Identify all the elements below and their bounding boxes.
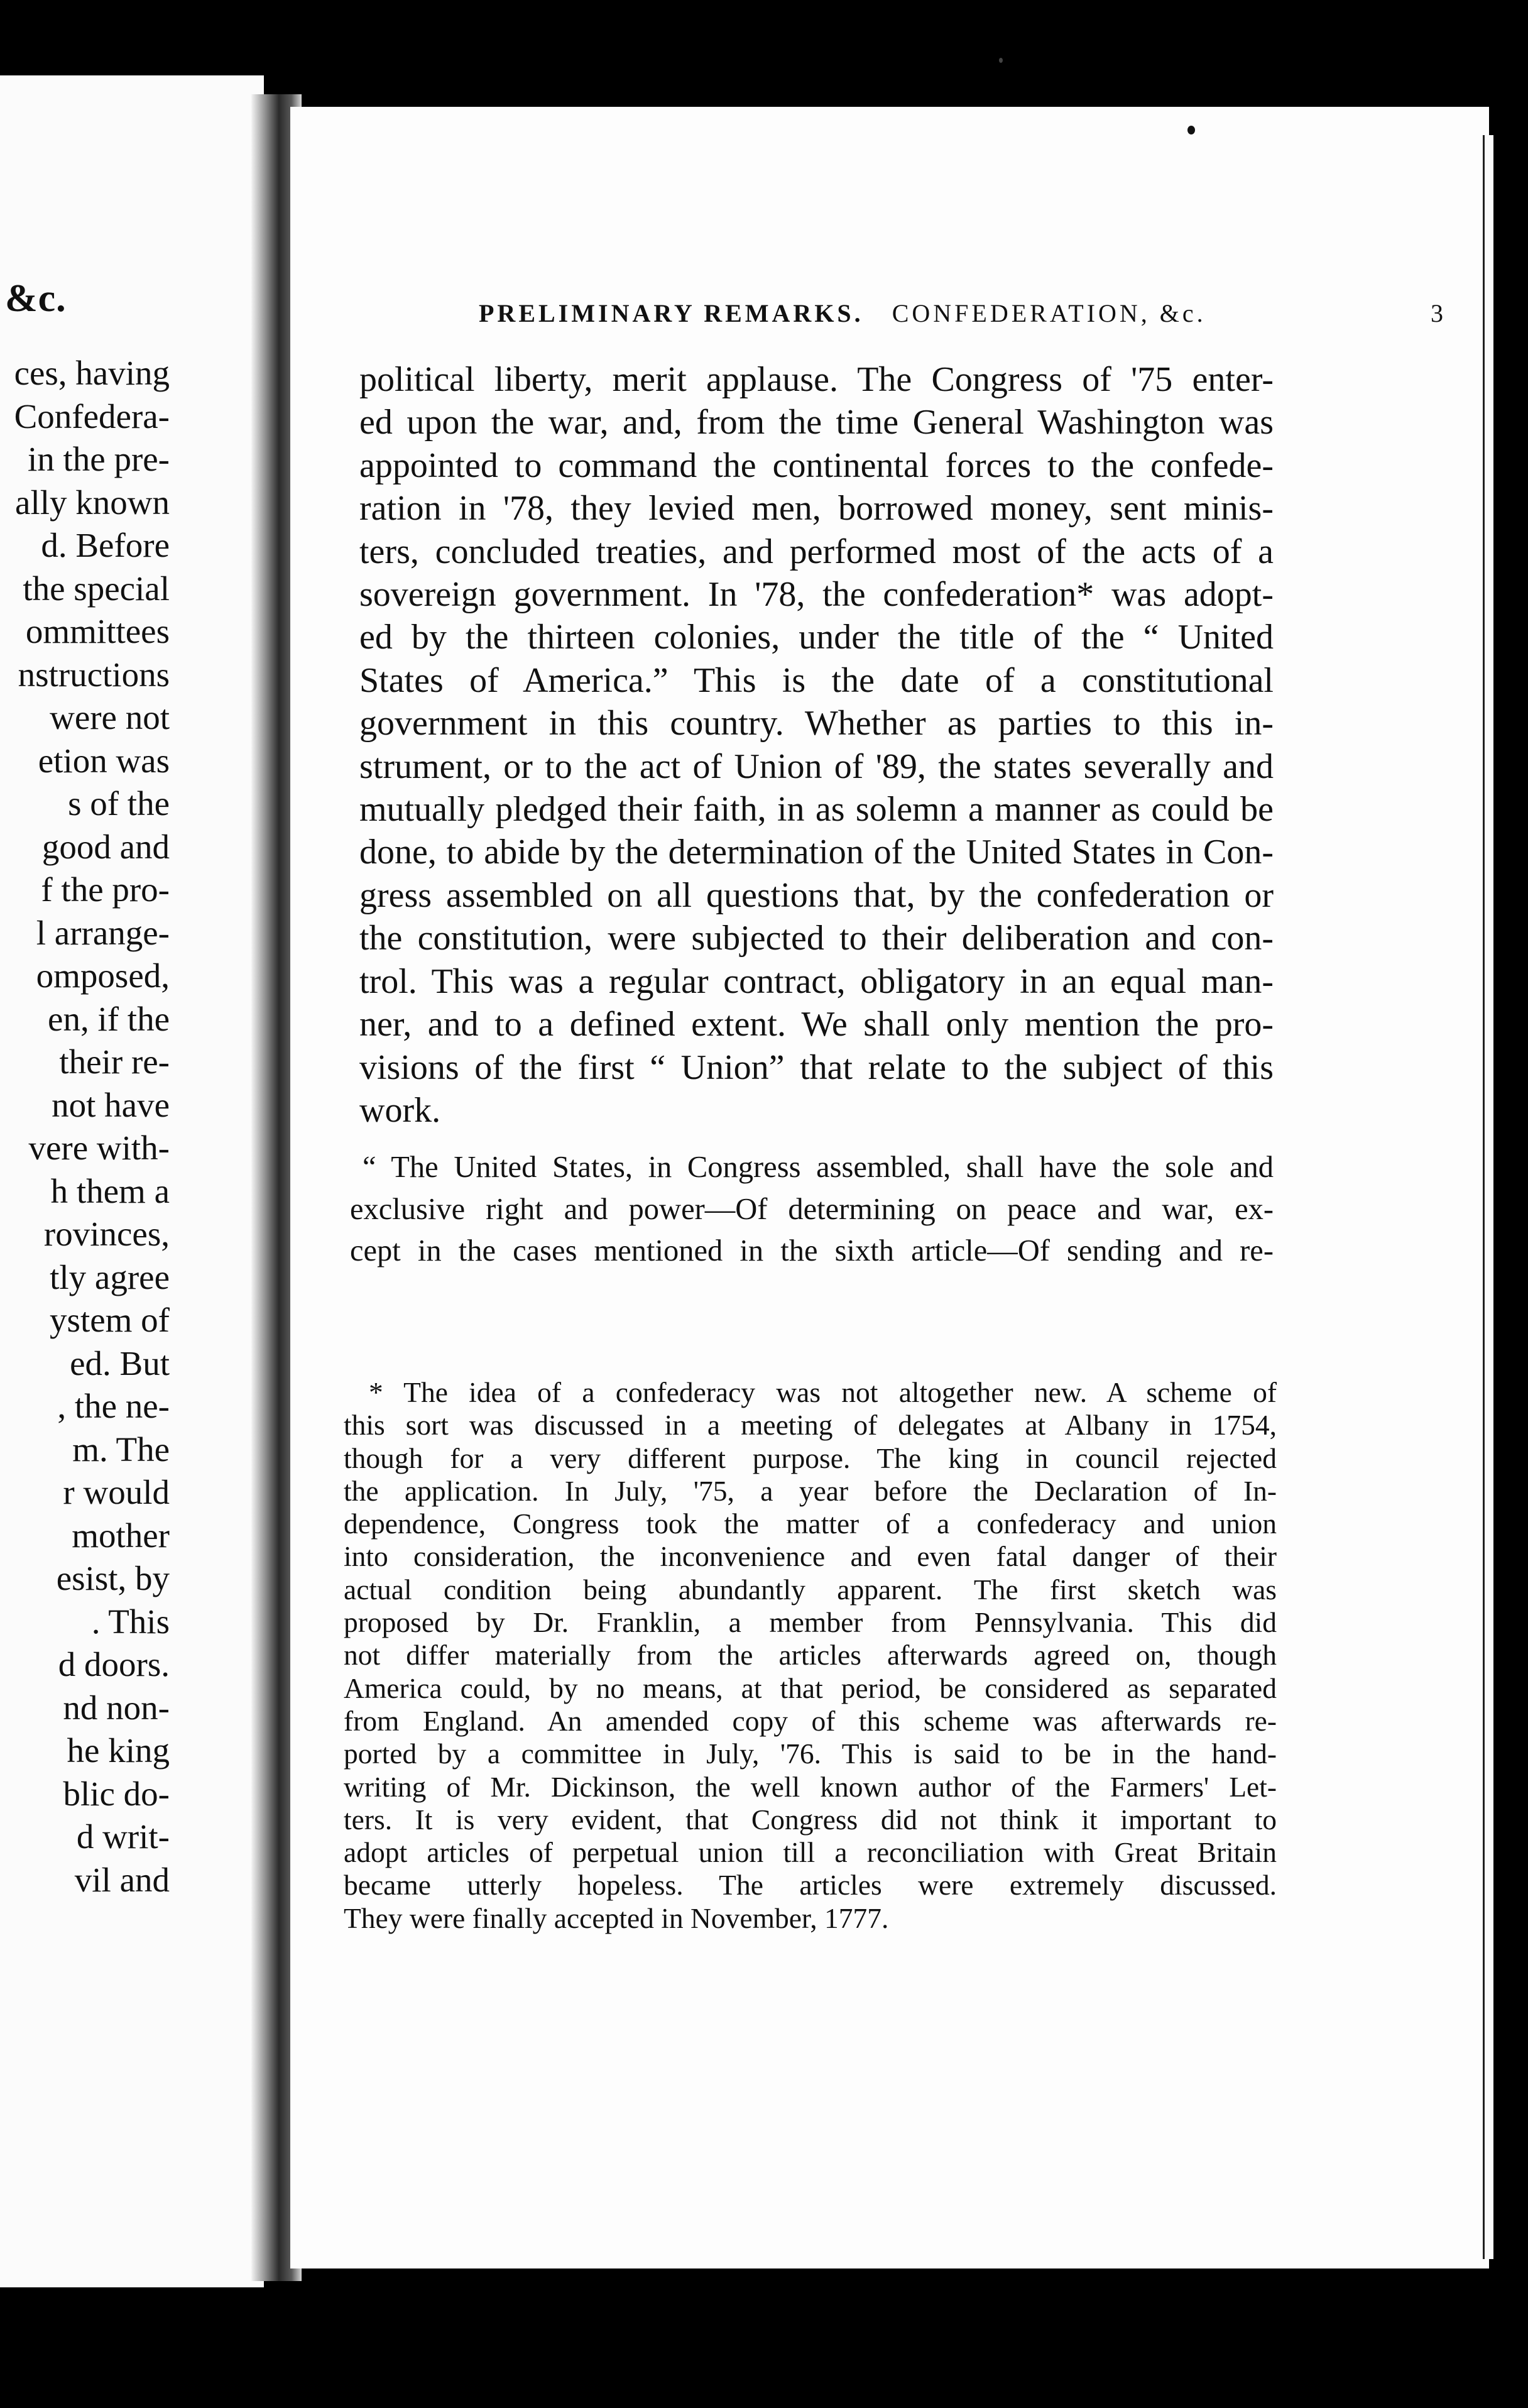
left-text-line: good and [41, 827, 170, 866]
left-text-line: l arrange- [36, 913, 170, 952]
page-number: 3 [1431, 299, 1446, 327]
left-text-line: nd non- [63, 1688, 170, 1727]
footnote-line: from England. An amended copy of this scheme was afterwards re- [344, 1704, 1277, 1737]
left-text-line: in the pre- [27, 440, 170, 478]
right-page [290, 107, 1489, 2268]
running-head-section: CONFEDERATION, &c. [892, 299, 1206, 327]
left-text-line: tly agree [50, 1257, 170, 1296]
left-text-line: , the ne- [57, 1387, 170, 1425]
quote-line: cept in the cases mentioned in the sixth article—Of sending and re- [350, 1234, 1274, 1267]
footnote-line: this sort was discussed in a meeting of delegates at Albany in 1754, [344, 1409, 1277, 1442]
left-page [0, 75, 264, 2287]
left-text-line: not have [52, 1085, 170, 1124]
left-text-line: ystem of [50, 1301, 170, 1339]
left-text-line: vil and [74, 1860, 170, 1899]
left-text-line: nstructions [18, 655, 170, 694]
body-line: ters, concluded treaties, and performed most of the acts of a [359, 532, 1274, 571]
left-text-line: d writ- [76, 1817, 170, 1856]
running-head [479, 298, 1446, 328]
footnote-line: though for a very different purpose. The king in council rejected [344, 1442, 1277, 1474]
body-line: ration in '78, they levied men, borrowed money, sent minis- [359, 489, 1274, 528]
ink-speck [1187, 126, 1195, 134]
left-text-line: f the pro- [41, 870, 170, 909]
ink-speck [999, 58, 1003, 63]
left-text-line: ces, having [14, 354, 170, 392]
quote-line: exclusive right and power—Of determining on peace and war, ex- [350, 1192, 1274, 1226]
left-text-line: h them a [50, 1171, 170, 1210]
left-text-line: he king [67, 1731, 170, 1770]
left-running-head: &c. [5, 277, 67, 320]
running-head-title: PRELIMINARY REMARKS. [479, 299, 864, 327]
body-line: the constitution, were subjected to their deliberation and con- [359, 919, 1274, 958]
left-text-line: d. Before [41, 526, 170, 564]
left-text-line: omposed, [36, 956, 170, 995]
footnote-line: adopt articles of perpetual union till a reconciliation with Great Britain [344, 1836, 1277, 1869]
page-edge [1483, 135, 1493, 2259]
left-text-line: ommittees [25, 612, 170, 650]
body-line: ed upon the war, and, from the time General Washington was [359, 403, 1274, 442]
footnote-line: dependence, Congress took the matter of a confederacy and union [344, 1508, 1277, 1540]
footnote-line: ters. It is very evident, that Congress did not think it important to [344, 1803, 1277, 1836]
quotation-text [350, 1147, 1274, 1272]
left-text-line: mother [72, 1516, 170, 1555]
footnote-line: became utterly hopeless. The articles were extremely discussed. [344, 1869, 1277, 1902]
body-line: gress assembled on all questions that, by the confederation or [359, 875, 1274, 915]
left-text-line: . This [91, 1602, 170, 1641]
body-line: appointed to command the continental forces to the confede- [359, 446, 1274, 485]
footnote-line: proposed by Dr. Franklin, a member from Pennsylvania. This did [344, 1606, 1277, 1639]
body-line: trol. This was a regular contract, obligatory in an equal man- [359, 961, 1274, 1001]
left-page-text [0, 352, 170, 1902]
body-text [359, 358, 1274, 1132]
left-text-line: vere with- [28, 1129, 170, 1167]
left-text-line: d doors. [58, 1645, 170, 1683]
left-text-line: r would [63, 1473, 170, 1511]
body-line: States of America.” This is the date of a constitutional [359, 660, 1274, 700]
left-text-line: en, if the [48, 999, 170, 1038]
left-text-line: ed. But [70, 1344, 170, 1382]
left-text-line: ally known [15, 483, 170, 522]
body-line: government in this country. Whether as parties to this in- [359, 704, 1274, 743]
body-line: political liberty, merit applause. The Congress of '75 enter- [359, 360, 1274, 399]
left-text-line: esist, by [56, 1559, 170, 1597]
left-text-line: were not [50, 698, 170, 736]
footnote [344, 1376, 1277, 1935]
body-line: strument, or to the act of Union of '89, the states severally and [359, 747, 1274, 786]
body-line: visions of the first “ Union” that relate to the subject of this [359, 1048, 1274, 1087]
quote-line: “ The United States, in Congress assembled, shall have the sole and [363, 1151, 1274, 1184]
left-text-line: blic do- [63, 1774, 170, 1813]
body-line: work. [359, 1090, 441, 1130]
footnote-line: into consideration, the inconvenience and even fatal danger of their [344, 1540, 1277, 1573]
left-text-line: Confedera- [14, 397, 170, 435]
footnote-line: * The idea of a confederacy was not altogether new. A scheme of [369, 1376, 1277, 1408]
left-text-line: s of the [68, 784, 170, 823]
footnote-line: writing of Mr. Dickinson, the well known author of the Farmers' Let- [344, 1770, 1277, 1803]
body-line: ed by the thirteen colonies, under the title of the “ United [359, 618, 1274, 657]
footnote-line: America could, by no means, at that period, be considered as separated [344, 1672, 1277, 1704]
body-line: ner, and to a defined extent. We shall only mention the pro- [359, 1005, 1274, 1044]
body-line: sovereign government. In '78, the confederation* was adopt- [359, 575, 1274, 615]
body-line: done, to abide by the determination of the United States in Con- [359, 833, 1274, 872]
footnote-line: the application. In July, '75, a year before the Declaration of In- [344, 1474, 1277, 1507]
footnote-line: They were finally accepted in November, 1777. [344, 1902, 889, 1934]
left-text-line: their re- [59, 1043, 170, 1081]
body-line: mutually pledged their faith, in as solemn a manner as could be [359, 790, 1274, 829]
footnote-line: not differ materially from the articles afterwards agreed on, though [344, 1639, 1277, 1672]
footnote-line: ported by a committee in July, '76. This is said to be in the hand- [344, 1738, 1277, 1770]
left-text-line: etion was [38, 741, 170, 780]
left-text-line: rovinces, [43, 1215, 170, 1253]
left-text-line: m. The [72, 1430, 170, 1469]
left-text-line: the special [23, 569, 170, 608]
footnote-line: actual condition being abundantly apparent. The first sketch was [344, 1573, 1277, 1606]
